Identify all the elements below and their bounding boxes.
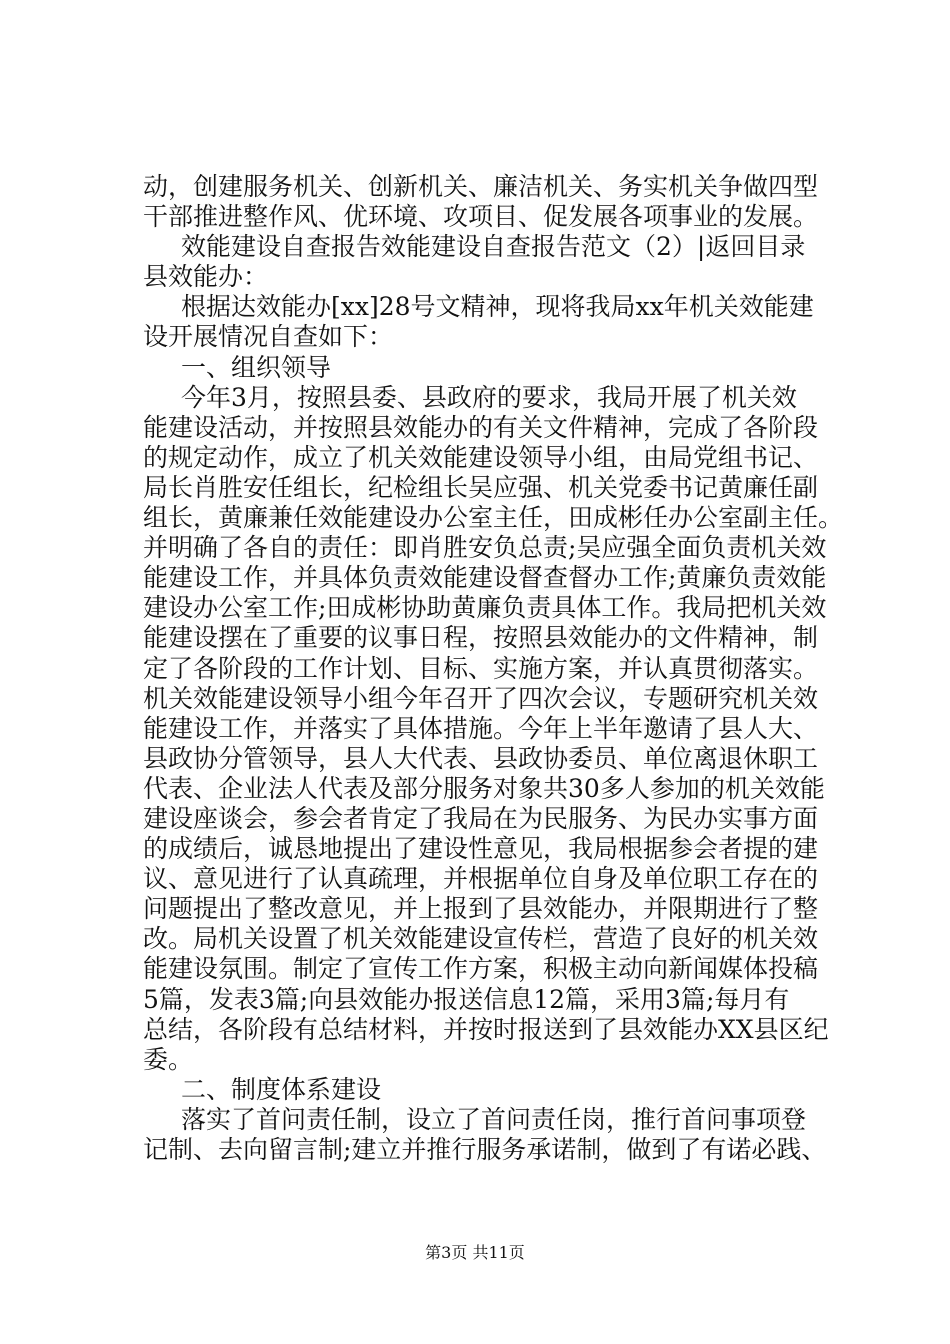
text-line: 的规定动作，成立了机关效能建设领导小组，由局党组书记、: [143, 442, 819, 472]
text-line: 落实了首问责任制，设立了首问责任岗，推行首问事项登: [181, 1104, 807, 1134]
text-line: 问题提出了整改意见，并上报到了县效能办，并限期进行了整: [143, 894, 819, 924]
text-line: 5篇，发表3篇;向县效能办报送信息12篇，采用3篇;每月有: [143, 984, 790, 1014]
text-line: 能建设活动，并按照县效能办的有关文件精神，完成了各阶段: [143, 412, 819, 442]
text-line: 二、制度体系建设: [181, 1074, 382, 1104]
text-line: 能建设氛围。制定了宣传工作方案，积极主动向新闻媒体投稿: [143, 954, 819, 984]
text-line: 并明确了各自的责任：即肖胜安负总责;吴应强全面负责机关效: [143, 533, 827, 563]
text-line: 定了各阶段的工作计划、目标、实施方案，并认真贯彻落实。: [143, 653, 819, 683]
text-line: 委。: [143, 1044, 194, 1074]
text-line: 一、组织领导: [181, 352, 332, 382]
text-line: 总结，各阶段有总结材料，并按时报送到了县效能办XX县区纪: [143, 1014, 829, 1044]
text-line: 的成绩后，诚恳地提出了建设性意见，我局根据参会者提的建: [143, 834, 819, 864]
text-line: 县效能办：: [143, 262, 269, 292]
text-line: 能建设工作，并落实了具体措施。今年上半年邀请了县人大、: [143, 713, 819, 743]
text-line: 今年3月，按照县委、县政府的要求，我局开展了机关效: [181, 382, 797, 412]
text-line: 效能建设自查报告效能建设自查报告范文（2）|返回目录: [181, 232, 806, 262]
text-line: 组长，黄廉兼任效能建设办公室主任，田成彬任办公室副主任。: [143, 503, 843, 533]
text-line: 能建设摆在了重要的议事日程，按照县效能办的文件精神，制: [143, 623, 819, 653]
text-line: 代表、企业法人代表及部分服务对象共30多人参加的机关效能: [143, 773, 825, 803]
text-line: 建设办公室工作;田成彬协助黄廉负责具体工作。我局把机关效: [143, 593, 827, 623]
text-line: 记制、去向留言制;建立并推行服务承诺制，做到了有诺必践、: [143, 1135, 827, 1164]
page-footer: 第3页 共11页: [425, 1243, 525, 1262]
document-body: [143, 172, 843, 1165]
text-line: 局长肖胜安任组长，纪检组长吴应强、机关党委书记黄廉任副: [143, 472, 819, 502]
text-line: 能建设工作，并具体负责效能建设督查督办工作;黄廉负责效能: [143, 563, 827, 593]
text-line: 议、意见进行了认真疏理，并根据单位自身及单位职工存在的: [143, 864, 819, 894]
text-line: 根据达效能办[xx]28号文精神，现将我局xx年机关效能建: [181, 292, 814, 322]
text-line: 干部推进整作风、优环境、攻项目、促发展各项事业的发展。: [143, 202, 819, 232]
text-line: 设开展情况自查如下：: [143, 322, 394, 352]
text-line: 建设座谈会，参会者肯定了我局在为民服务、为民办实事方面: [143, 803, 819, 833]
text-line: 动，创建服务机关、创新机关、廉洁机关、务实机关争做四型: [143, 172, 819, 201]
text-line: 机关效能建设领导小组今年召开了四次会议，专题研究机关效: [143, 683, 819, 713]
text-line: 县政协分管领导，县人大代表、县政协委员、单位离退休职工: [143, 743, 819, 773]
text-line: 改。局机关设置了机关效能建设宣传栏，营造了良好的机关效: [143, 924, 819, 954]
